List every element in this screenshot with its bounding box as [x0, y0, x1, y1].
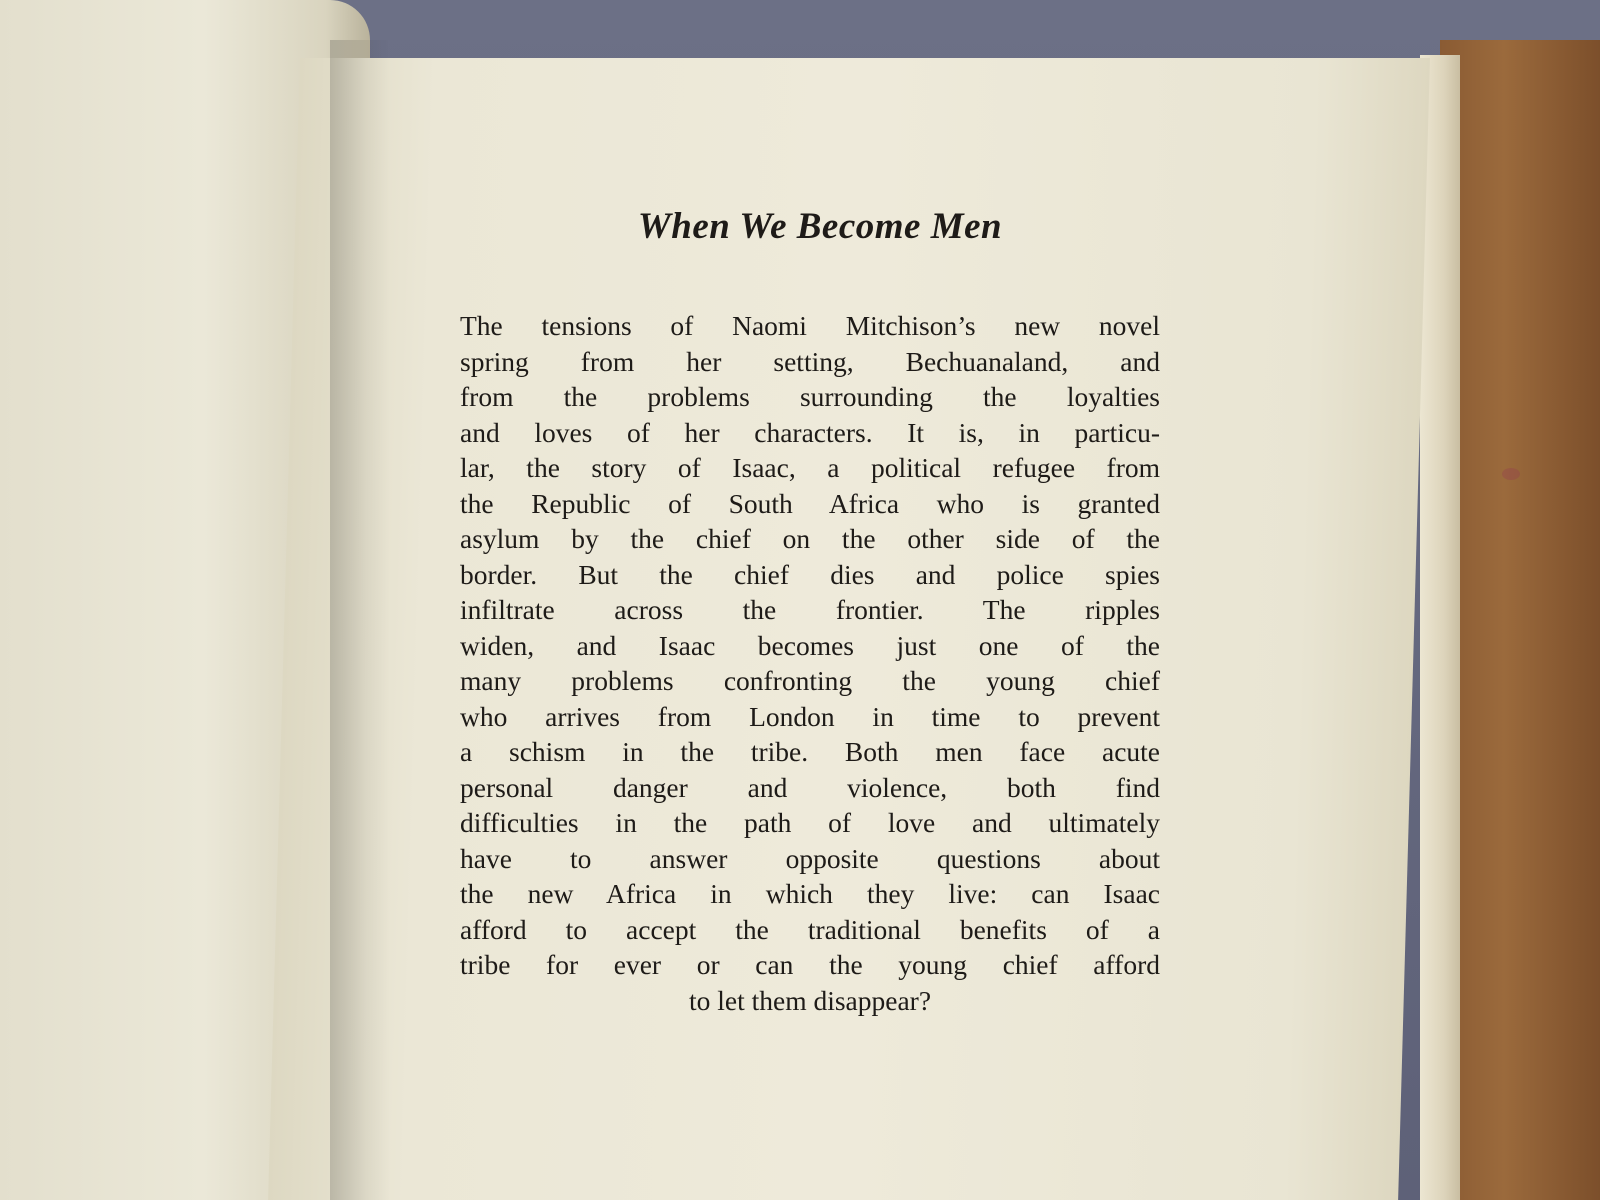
blurb-line: infiltrate across the frontier. The ripples — [460, 594, 1160, 625]
blurb-line: difficulties in the path of love and ultimately — [460, 807, 1160, 838]
blurb-line: border. But the chief dies and police spies — [460, 558, 1160, 590]
page-stain — [1502, 468, 1520, 480]
blurb-line: afford to accept the traditional benefits of a — [460, 913, 1160, 945]
blurb-line: many problems confronting the young chief — [460, 665, 1160, 696]
book-title: When We Become Men — [637, 206, 1003, 247]
blurb-line: lar, the story of Isaac, a political refugee from — [460, 452, 1160, 483]
blurb-line: to let them disappear? — [688, 984, 932, 1016]
blurb-line: the Republic of South Africa who is granted — [460, 487, 1160, 519]
flap-copy — [460, 205, 1160, 1018]
blurb-paragraph — [460, 308, 1160, 1018]
blurb-line: from the problems surrounding the loyalties — [460, 381, 1160, 412]
blurb-line: the new Africa in which they live: can Isaac — [460, 878, 1160, 909]
blurb-line: widen, and Isaac becomes just one of the — [460, 629, 1160, 661]
blurb-line: asylum by the chief on the other side of the — [460, 523, 1160, 554]
blurb-line: and loves of her characters. It is, in particu- — [460, 416, 1160, 448]
blurb-line: spring from her setting, Bechuanaland, and — [460, 345, 1160, 377]
blurb-line: a schism in the tribe. Both men face acute — [460, 736, 1160, 767]
blurb-line: The tensions of Naomi Mitchison’s new novel — [460, 310, 1160, 341]
blurb-line: personal danger and violence, both find — [460, 771, 1160, 803]
book-cover — [1440, 40, 1600, 1200]
blurb-line: tribe for ever or can the young chief afford — [460, 949, 1160, 980]
blurb-line: have to answer opposite questions about — [460, 842, 1160, 874]
blurb-line: who arrives from London in time to prevent — [460, 700, 1160, 732]
page-edges — [1420, 55, 1460, 1200]
